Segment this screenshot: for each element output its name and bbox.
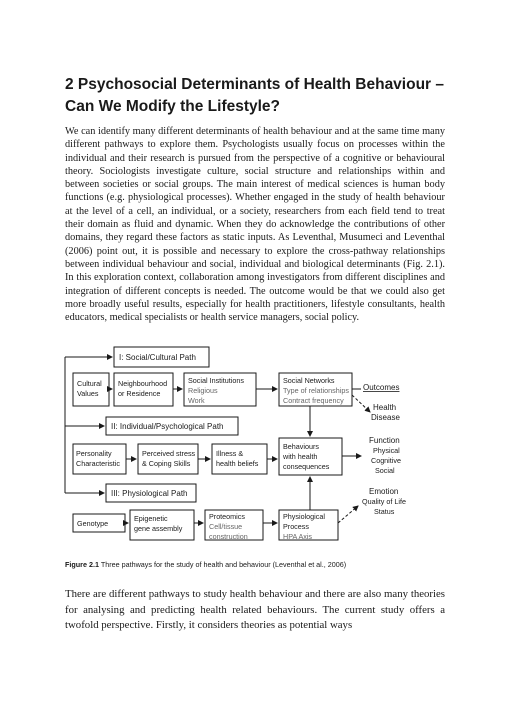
illness-beliefs-label-1: Illness & — [216, 449, 244, 458]
outcomes-label: Outcomes — [363, 383, 400, 392]
health-label: Health — [373, 403, 397, 412]
caption-label: Figure 2.1 — [65, 560, 99, 569]
illness-beliefs-label-2: health beliefs — [216, 459, 259, 468]
physiological-label-1: Physiological — [283, 512, 325, 521]
body-paragraph-1: We can identify many different determinants of health behaviour and at the same time many different pathways to explore them. Psychologists usually focus on processes within the individual and their research is pursued from the perspective of a cognitive or behavioural theory. Sociologists investigate culture, social structure and relationships within and between societies or social groups. The main interest of medical sciences is human body functions (e.g. physiological processes). Whether engaged in the study of health behaviour at the level of a cell, an individual, or a society, researchers from each field tend to treat their domain as fluid and dynamic. When they do acknowledge the contributions of other domains, they regard these factors as static inputs. As Leventhal, Musumeci and Leventhal (2006) point out, it is possible and necessary to explore the cross-pathway relationships between individual behaviour and social, individual and biological determinants (Fig. 2.1). In this exploration context, collaboration among investigators from different disciplines and integration of different concepts is needed. The outcome would be that we could also get more broadly useful results, especially for health practitioners, lifestyle consultants, health educators, medical specialists or health service managers, social policy. — [65, 126, 445, 324]
behaviours-label-2: with health — [283, 452, 318, 461]
function-social: Social — [375, 466, 395, 475]
caption-text: Three pathways for the study of health and behaviour (Leventhal et al., 2006) — [98, 560, 347, 569]
disease-label: Disease — [371, 413, 400, 422]
physiological-label-2: Process — [283, 522, 309, 531]
proteomics-label-1: Proteomics — [209, 512, 245, 521]
proteomics-label-2: Cell/tissue — [209, 522, 243, 531]
emotion-qol: Quality of Life — [362, 497, 406, 506]
personality-label-1: Personality — [76, 449, 112, 458]
genotype-label: Genotype — [77, 519, 109, 528]
epigenetic-label-1: Epigenetic — [134, 514, 168, 523]
emotion-status: Status — [374, 507, 395, 516]
social-institutions-label-2: Religious — [188, 386, 218, 395]
cultural-values-label-2: Values — [77, 389, 99, 398]
social-institutions-label-3: Work — [188, 396, 205, 405]
figure-caption — [65, 560, 346, 569]
personality-label-2: Characteristic — [76, 459, 120, 468]
perceived-stress-label-2: & Coping Skills — [142, 459, 191, 468]
path1-label: I: Social/Cultural Path — [119, 353, 196, 362]
cultural-values-label-1: Cultural — [77, 379, 102, 388]
proteomics-label-3: construction — [209, 532, 248, 541]
behaviours-label-3: consequences — [283, 462, 330, 471]
neighbourhood-label-1: Neighbourhood — [118, 379, 168, 388]
heading-line-2: Can We Modify the Lifestyle? — [65, 98, 281, 115]
social-networks-label-1: Social Networks — [283, 376, 335, 385]
function-label: Function — [369, 436, 400, 445]
function-cognitive: Cognitive — [371, 456, 401, 465]
perceived-stress-label-1: Perceived stress — [142, 449, 196, 458]
social-institutions-label-1: Social Institutions — [188, 376, 244, 385]
neighbourhood-label-2: or Residence — [118, 389, 161, 398]
body-paragraph-2: There are different pathways to study health behaviour and there are also many theories for analysing and predicting health related behaviours. The current study offers a twofold perspective. Firstly, it considers theories as potential ways — [65, 588, 445, 632]
path3-label: III: Physiological Path — [111, 489, 188, 498]
physiological-label-3: HPA Axis — [283, 532, 313, 541]
social-networks-label-2: Type of relationships — [283, 386, 349, 395]
social-networks-label-3: Contract frequency — [283, 396, 344, 405]
path2-label: II: Individual/Psychological Path — [111, 422, 224, 431]
function-physical: Physical — [373, 446, 400, 455]
emotion-label: Emotion — [369, 487, 399, 496]
heading-line-1: 2 Psychosocial Determinants of Health Behaviour – — [65, 76, 445, 93]
epigenetic-label-2: gene assembly — [134, 524, 183, 533]
behaviours-label-1: Behaviours — [283, 442, 319, 451]
